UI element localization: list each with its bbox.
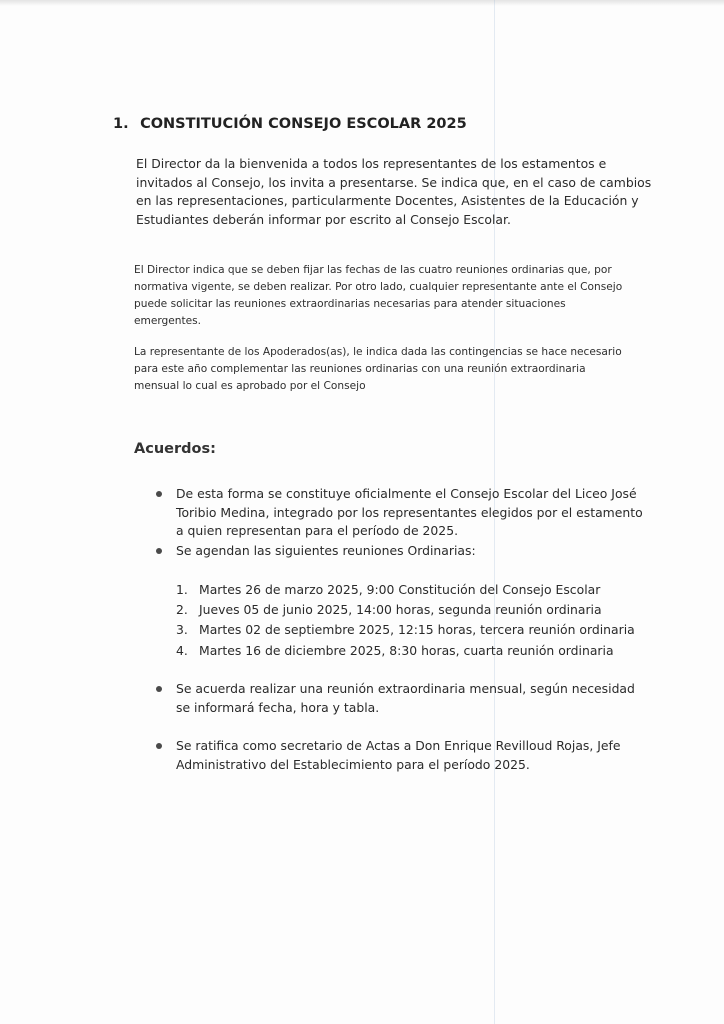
- acuerdo-bullet: [176, 485, 646, 541]
- meeting-number: 2.: [176, 602, 188, 618]
- meeting-number: 1.: [176, 582, 188, 597]
- acuerdo-bullet: [176, 542, 646, 561]
- acuerdo-bullet: [176, 680, 646, 717]
- acuerdos-title: Acuerdos:: [134, 441, 216, 457]
- meeting-item: [176, 580, 646, 600]
- acuerdo-text: Se acuerda realizar una reunión extraordinaria mensual, según necesidad se informará fecha, hora y tabla.: [176, 681, 635, 715]
- meeting-item: [176, 600, 646, 620]
- meeting-item: [176, 620, 646, 640]
- bullet-dot: [156, 743, 162, 749]
- meeting-item: [176, 641, 646, 661]
- paragraph-welcome: El Director da la bienvenida a todos los representantes de los estamentos e invitados al Consejo, los invita a presentarse. Se indica que, en el caso de cambios en las representaciones, particularmente Docentes, Asistentes de la Educación y Estudiantes deberán informar por escrito al Consejo Escolar.: [136, 156, 652, 227]
- paragraph-apoderados: La representante de los Apoderados(as), le indica dada las contingencias se hace necesario para este año complementar las reuniones ordinarias con una reunión extraordinaria mensual lo cual es aprobado por el Consejo: [134, 346, 622, 392]
- acuerdo-text: Se ratifica como secretario de Actas a Don Enrique Revilloud Rojas, Jefe Administrativo del Establecimiento para el período 2025.: [176, 738, 621, 772]
- meeting-text: Martes 26 de marzo 2025, 9:00 Constitución del Consejo Escolar: [199, 582, 601, 597]
- acuerdo-text: Se agendan las siguientes reuniones Ordinarias:: [176, 543, 476, 558]
- meeting-text: Martes 02 de septiembre 2025, 12:15 horas, tercera reunión ordinaria: [199, 622, 635, 638]
- meetings-list: [176, 580, 646, 661]
- scan-edge: [0, 0, 724, 6]
- paragraph-meeting-dates: El Director indica que se deben fijar las fechas de las cuatro reuniones ordinarias que, por normativa vigente, se deben realizar. Por otro lado, cualquier representante ante el Consejo puede solicitar las reuniones extraordinarias necesarias para atender situaciones emergentes.: [134, 264, 623, 327]
- meeting-number: 3.: [176, 622, 188, 638]
- meeting-text: Martes 16 de diciembre 2025, 8:30 horas, cuarta reunión ordinaria: [199, 642, 614, 658]
- bullet-dot: [156, 548, 162, 554]
- section-number: 1.: [113, 116, 129, 132]
- acuerdo-bullet: [176, 737, 646, 774]
- meeting-text: Jueves 05 de junio 2025, 14:00 horas, segunda reunión ordinaria: [199, 602, 602, 618]
- acuerdo-text: De esta forma se constituye oficialmente el Consejo Escolar del Liceo José Toribio Medina, integrado por los representantes elegidos por el estamento a quien representan para el período de 2025.: [176, 486, 643, 539]
- bullet-dot: [156, 491, 162, 497]
- section-heading: [113, 116, 467, 132]
- section-title: CONSTITUCIÓN CONSEJO ESCOLAR 2025: [140, 116, 467, 132]
- meeting-number: 4.: [176, 642, 188, 658]
- bullet-dot: [156, 686, 162, 692]
